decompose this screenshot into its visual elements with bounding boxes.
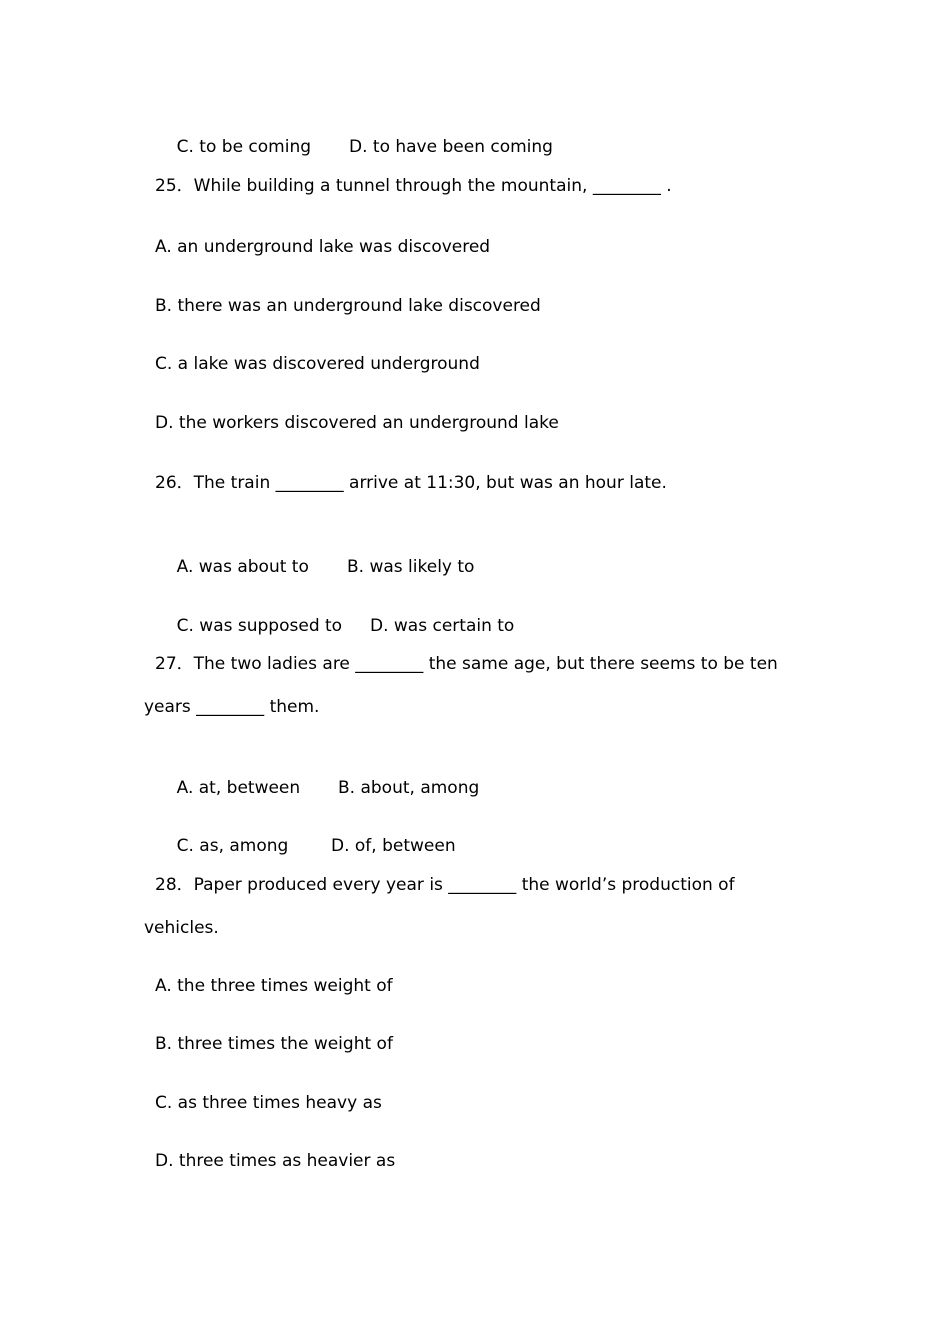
option-27-c: C. as, among (176, 836, 289, 856)
option-27-a: A. at, between (176, 778, 301, 798)
option-27-b: B. about, among (338, 778, 480, 798)
option-28-a: A. the three times weight of (155, 976, 393, 996)
question-27-continued: years ________ them. (144, 697, 320, 717)
question-25: 25．While building a tunnel through the mountain, ________ . (155, 176, 672, 196)
question-28: 28．Paper produced every year is ________ the world’s production of (155, 875, 735, 895)
option-26-c: C. was supposed to (176, 616, 343, 636)
options-row-27-cd (155, 813, 456, 879)
option-28-b: B. three times the weight of (155, 1034, 393, 1054)
options-row-26-cd (155, 593, 515, 659)
options-row-26-ab (155, 534, 475, 600)
option-26-a: A. was about to (176, 557, 309, 577)
option-26-b: B. was likely to (347, 557, 475, 577)
option-27-d: D. of, between (331, 836, 456, 856)
option-28-c: C. as three times heavy as (155, 1093, 382, 1113)
option-25-a: A. an underground lake was discovered (155, 237, 491, 257)
option-26-d: D. was certain to (370, 616, 515, 636)
option-25-d: D. the workers discovered an underground lake (155, 413, 559, 433)
option-24-d: D. to have been coming (349, 137, 553, 157)
option-25-b: B. there was an underground lake discovered (155, 296, 541, 316)
options-row-24-cd (155, 114, 553, 180)
question-28-continued: vehicles. (144, 918, 219, 938)
option-24-c: C. to be coming (176, 137, 312, 157)
question-26: 26．The train ________ arrive at 11:30, but was an hour late. (155, 473, 667, 493)
option-25-c: C. a lake was discovered underground (155, 354, 480, 374)
option-28-d: D. three times as heavier as (155, 1151, 396, 1171)
question-27: 27．The two ladies are ________ the same age, but there seems to be ten (155, 654, 778, 674)
options-row-27-ab (155, 755, 480, 821)
